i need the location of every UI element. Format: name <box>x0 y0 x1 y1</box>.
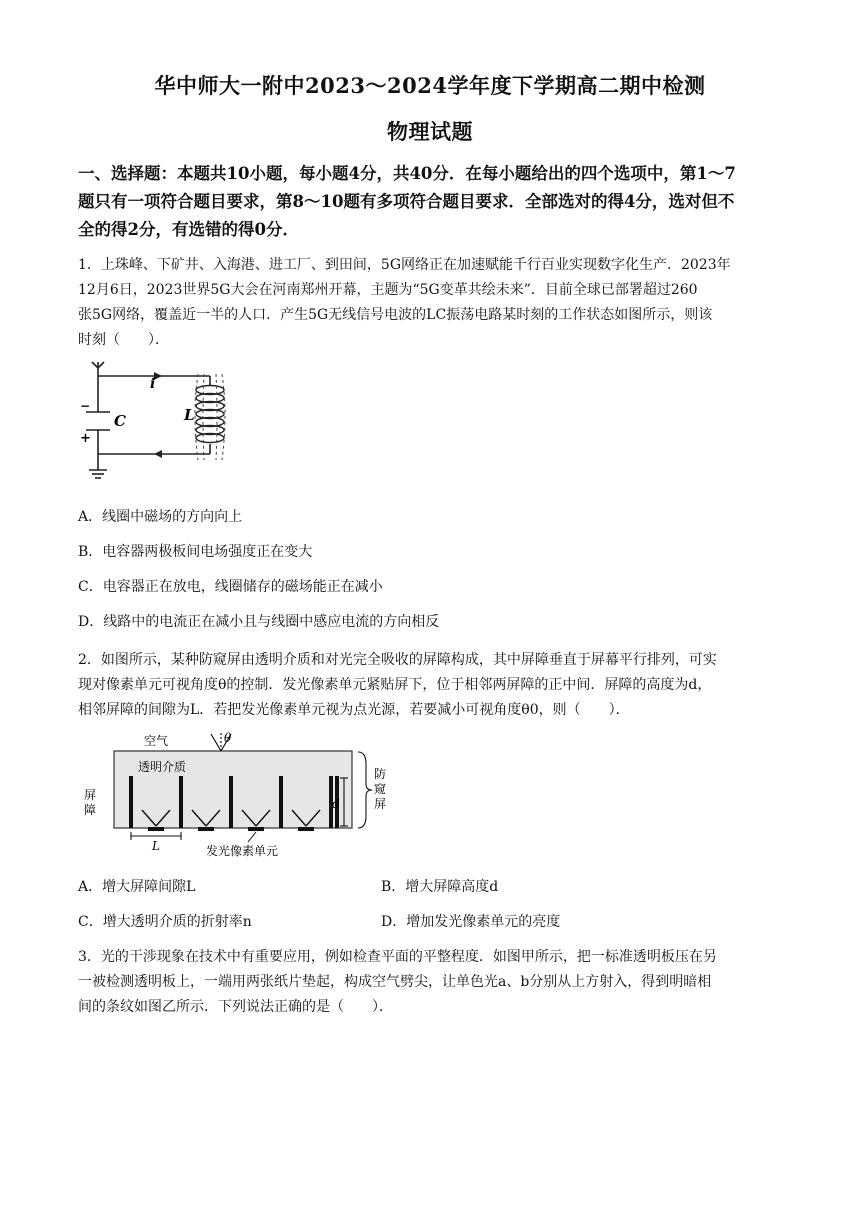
stem-line: 相邻屏障的间隙为L．若把发光像素单元视为点光源，若要减小可视角度θ0，则（ ）． <box>78 702 630 718</box>
height-d-label: d <box>332 797 340 811</box>
pixel <box>198 827 214 831</box>
section-line: 全的得2分，有选错的得0分． <box>78 220 299 239</box>
brace-icon <box>358 752 372 828</box>
capacitor-label: C <box>114 412 126 430</box>
barrier-label-2: 障 <box>84 803 97 817</box>
minus-sign: − <box>80 399 91 413</box>
q2-option-b[interactable]: B．增大屏障高度d <box>381 879 499 895</box>
barrier <box>179 776 183 828</box>
pixel <box>148 827 164 831</box>
exam-title: 华中师大一附中2023～2024学年度下学期高二期中检测 <box>154 73 706 98</box>
theta-label: θ <box>224 731 232 745</box>
q2-option-c[interactable]: C．增大透明介质的折射率n <box>78 914 252 930</box>
barrier-label-1: 屏 <box>84 788 97 802</box>
stem-line: 一被检测透明板上，一端用两张纸片垫起，构成空气劈尖，让单色光a、b分别从上方射入，得到明暗相 <box>78 974 712 990</box>
q1-option-b[interactable]: B．电容器两极板间电场强度正在变大 <box>78 544 313 560</box>
screen-label-3: 屏 <box>374 797 387 811</box>
stem-line: 1．上珠峰、下矿井、入海港、进工厂、到田间，5G网络正在加速赋能千行百业实现数字化生产．2023年 <box>78 257 731 273</box>
inductor-coil <box>196 386 224 443</box>
screen-label-1: 防 <box>374 767 387 781</box>
q2-option-a[interactable]: A．增大屏障间隙L <box>78 879 196 895</box>
inductor-label: L <box>184 406 195 424</box>
current-label: i <box>150 376 156 392</box>
stem-line: 张5G网络，覆盖近一半的人口．产生5G无线信号电波的LC振荡电路某时刻的工作状态如图所示，则该 <box>78 307 713 323</box>
question-3-stem <box>78 945 780 1020</box>
stem-line: 时刻（ ）． <box>78 332 169 348</box>
q1-option-d[interactable]: D．线路中的电流正在减小且与线圈中感应电流的方向相反 <box>78 614 440 630</box>
barrier <box>279 776 283 828</box>
gap-L-label: L <box>152 839 160 853</box>
section-instructions <box>78 160 780 244</box>
question-2-stem <box>78 648 780 723</box>
plus-sign: + <box>80 431 91 446</box>
privacy-screen-figure <box>78 728 398 858</box>
stem-line: 现对像素单元可视角度θ的控制．发光像素单元紧贴屏下，位于相邻两屏障的正中间．屏障的高度为d， <box>78 677 712 693</box>
barrier <box>229 776 233 828</box>
stem-line: 2．如图所示，某种防窥屏由透明介质和对光完全吸收的屏障构成，其中屏障垂直于屏幕平行排列，可实 <box>78 652 717 668</box>
pixel-label: 发光像素单元 <box>206 844 279 858</box>
screen-label-2: 窥 <box>374 782 387 796</box>
section-line: 一、选择题：本题共10小题，每小题4分，共40分．在每小题给出的四个选项中，第1～7 <box>78 164 736 183</box>
lc-circuit-figure <box>78 360 248 490</box>
stem-line: 间的条纹如图乙所示．下列说法正确的是（ ）． <box>78 999 393 1015</box>
barrier <box>129 776 133 828</box>
antenna-icon <box>92 362 104 368</box>
section-line: 题只有一项符合题目要求，第8～10题有多项符合题目要求．全部选对的得4分，选对但不 <box>78 192 735 211</box>
q1-option-c[interactable]: C．电容器正在放电，线圈储存的磁场能正在减小 <box>78 579 383 595</box>
medium-label: 透明介质 <box>138 760 187 774</box>
question-1-stem <box>78 253 780 353</box>
stem-line: 3．光的干涉现象在技术中有重要应用，例如检查平面的平整程度．如图甲所示，把一标准透明板压在另 <box>78 949 717 965</box>
q1-option-a[interactable]: A．线圈中磁场的方向向上 <box>78 509 243 525</box>
air-label: 空气 <box>144 734 169 748</box>
current-arrow-icon <box>154 450 162 458</box>
stem-line: 12月6日，2023世界5G大会在河南郑州开幕，主题为“5G变革共绘未来”．目前全球已部署超过260 <box>78 282 698 298</box>
pixel <box>248 827 264 831</box>
q2-option-d[interactable]: D．增加发光像素单元的亮度 <box>381 914 561 930</box>
pixel <box>298 827 314 831</box>
exam-subtitle: 物理试题 <box>387 119 473 144</box>
